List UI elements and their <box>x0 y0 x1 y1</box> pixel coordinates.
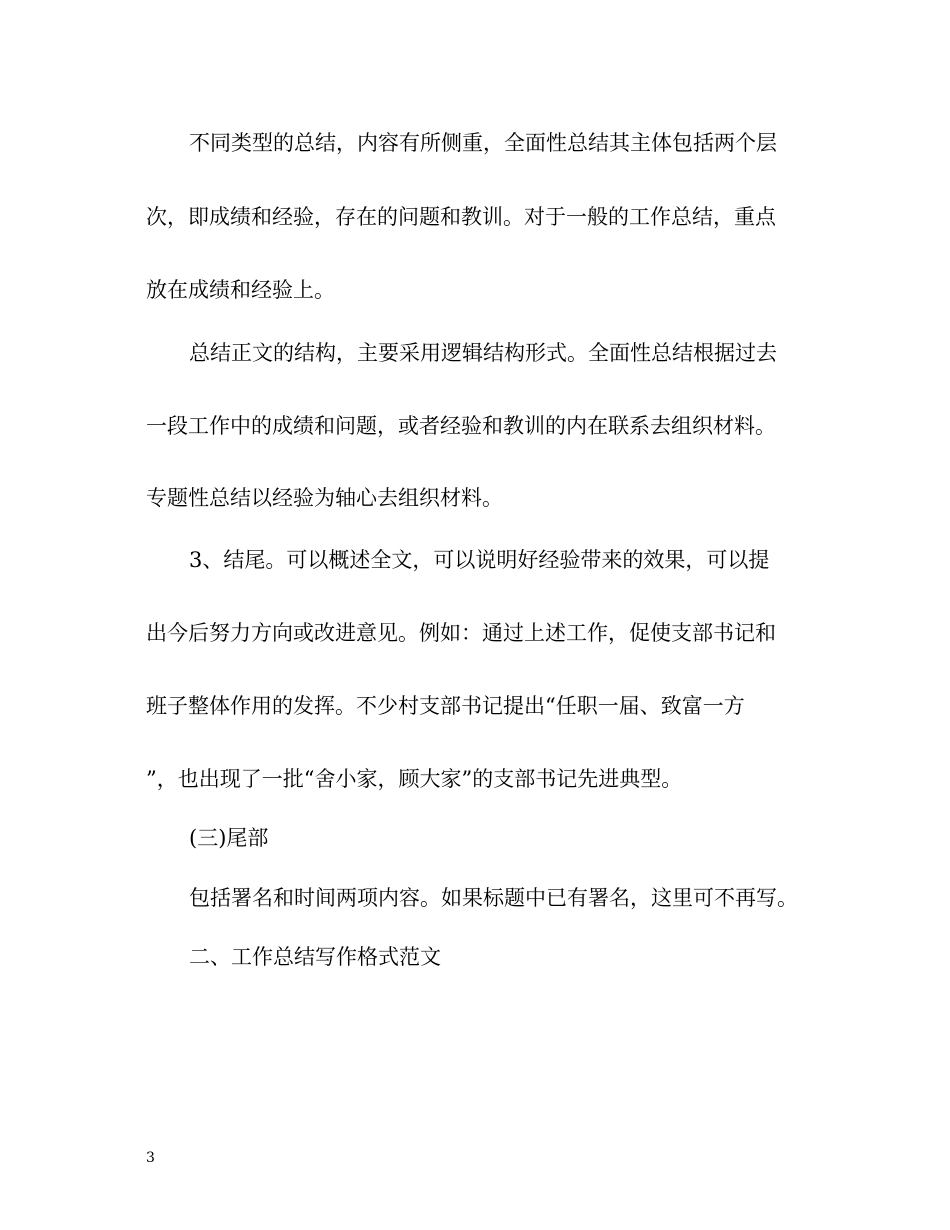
paragraph-line: ”，也出现了一批“舍小家，顾大家”的支部书记先进典型。 <box>146 767 683 791</box>
section-heading: 二、工作总结写作格式范文 <box>189 945 441 969</box>
paragraph-line: 放在成绩和经验上。 <box>146 278 335 302</box>
paragraph-line: 班子整体作用的发挥。不少村支部书记提出“任职一届、致富一方 <box>146 694 745 718</box>
page-number: 3 <box>146 1150 155 1166</box>
paragraph-line: 专题性总结以经验为轴心去组织材料。 <box>146 486 503 510</box>
paragraph-line: 次，即成绩和经验，存在的问题和教训。对于一般的工作总结，重点 <box>146 205 776 229</box>
paragraph-line: 出今后努力方向或改进意见。例如：通过上述工作，促使支部书记和 <box>146 621 776 645</box>
paragraph-line: 不同类型的总结，内容有所侧重，全面性总结其主体包括两个层 <box>189 131 777 155</box>
paragraph-line: 包括署名和时间两项内容。如果标题中已有署名，这里可不再写。 <box>189 886 798 910</box>
paragraph-line: 总结正文的结构，主要采用逻辑结构形式。全面性总结根据过去 <box>189 341 777 365</box>
section-heading: (三)尾部 <box>189 826 269 850</box>
paragraph-line: 3、结尾。可以概述全文，可以说明好经验带来的效果，可以提 <box>189 548 770 572</box>
paragraph-line: 一段工作中的成绩和问题，或者经验和教训的内在联系去组织材料。 <box>146 414 776 438</box>
